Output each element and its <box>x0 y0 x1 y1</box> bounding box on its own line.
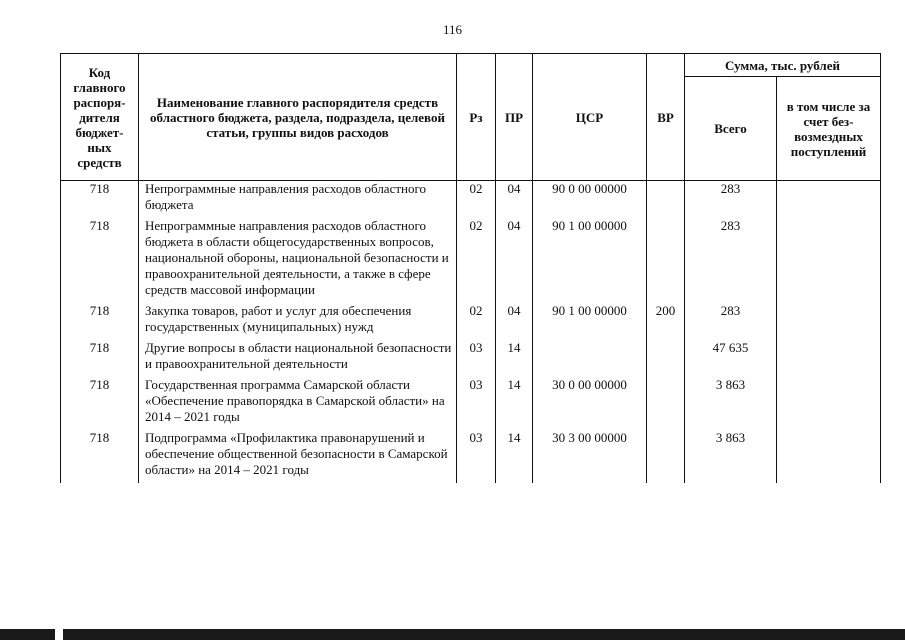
table-row <box>61 340 881 377</box>
scan-bottom-edge <box>0 629 905 640</box>
header-pr: ПР <box>496 54 533 181</box>
cell-name: Государственная программа Самарской области «Обеспечение правопорядка в Самарской области» на 2014 – 2021 годы <box>139 377 457 430</box>
cell-name: Другие вопросы в области национальной безопасности и правоохранительной деятельности <box>139 340 457 377</box>
cell-pr: 14 <box>496 377 533 430</box>
table-row <box>61 377 881 430</box>
cell-code: 718 <box>61 430 139 483</box>
cell-name: Непрограммные направления расходов областного бюджета в области общегосударственных вопросов, национальной обороны, национальной безопасности и правоохранительной деятельности, а также в сфере средств массовой информации <box>139 218 457 303</box>
cell-csr: 90 1 00 00000 <box>533 303 647 340</box>
cell-pr: 04 <box>496 181 533 219</box>
cell-name: Закупка товаров, работ и услуг для обеспечения государственных (муниципальных) нужд <box>139 303 457 340</box>
cell-name: Непрограммные направления расходов областного бюджета <box>139 181 457 219</box>
cell-vr <box>647 340 685 377</box>
cell-total: 3 863 <box>685 377 777 430</box>
table-row <box>61 218 881 303</box>
cell-csr: 90 0 00 00000 <box>533 181 647 219</box>
cell-rz: 03 <box>457 340 496 377</box>
cell-csr <box>533 340 647 377</box>
table-header <box>61 54 881 181</box>
cell-vr: 200 <box>647 303 685 340</box>
cell-vr <box>647 218 685 303</box>
cell-csr: 30 3 00 00000 <box>533 430 647 483</box>
table-row <box>61 430 881 483</box>
cell-code: 718 <box>61 377 139 430</box>
cell-code: 718 <box>61 340 139 377</box>
cell-incl <box>777 218 881 303</box>
cell-code: 718 <box>61 218 139 303</box>
cell-code: 718 <box>61 181 139 219</box>
header-vr: ВР <box>647 54 685 181</box>
table-row <box>61 303 881 340</box>
cell-rz: 02 <box>457 303 496 340</box>
header-sum: Сумма, тыс. рублей <box>685 54 881 77</box>
header-csr: ЦСР <box>533 54 647 181</box>
cell-total: 283 <box>685 303 777 340</box>
cell-rz: 03 <box>457 377 496 430</box>
cell-total: 283 <box>685 218 777 303</box>
cell-total: 3 863 <box>685 430 777 483</box>
cell-incl <box>777 430 881 483</box>
header-incl: в том числе за счет без-возмездных поступлений <box>777 77 881 181</box>
cell-incl <box>777 340 881 377</box>
cell-csr: 30 0 00 00000 <box>533 377 647 430</box>
cell-pr: 14 <box>496 340 533 377</box>
cell-incl <box>777 377 881 430</box>
budget-table <box>60 53 881 483</box>
cell-rz: 03 <box>457 430 496 483</box>
cell-incl <box>777 303 881 340</box>
cell-pr: 04 <box>496 303 533 340</box>
cell-total: 47 635 <box>685 340 777 377</box>
table-row <box>61 181 881 219</box>
cell-vr <box>647 430 685 483</box>
cell-rz: 02 <box>457 218 496 303</box>
cell-name: Подпрограмма «Профилактика правонарушений и обеспечение общественной безопасности в Самарской области» на 2014 – 2021 годы <box>139 430 457 483</box>
cell-rz: 02 <box>457 181 496 219</box>
cell-pr: 04 <box>496 218 533 303</box>
header-rz: Рз <box>457 54 496 181</box>
cell-pr: 14 <box>496 430 533 483</box>
table-body <box>61 181 881 484</box>
cell-code: 718 <box>61 303 139 340</box>
page-number: 116 <box>442 22 463 37</box>
header-code: Код главного распоря-дителя бюджет-ных средств <box>61 54 139 181</box>
header-name: Наименование главного распорядителя средств областного бюджета, раздела, подраздела, целевой статьи, группы видов расходов <box>139 54 457 181</box>
cell-total: 283 <box>685 181 777 219</box>
cell-incl <box>777 181 881 219</box>
cell-csr: 90 1 00 00000 <box>533 218 647 303</box>
cell-vr <box>647 377 685 430</box>
header-total: Всего <box>685 77 777 181</box>
cell-vr <box>647 181 685 219</box>
